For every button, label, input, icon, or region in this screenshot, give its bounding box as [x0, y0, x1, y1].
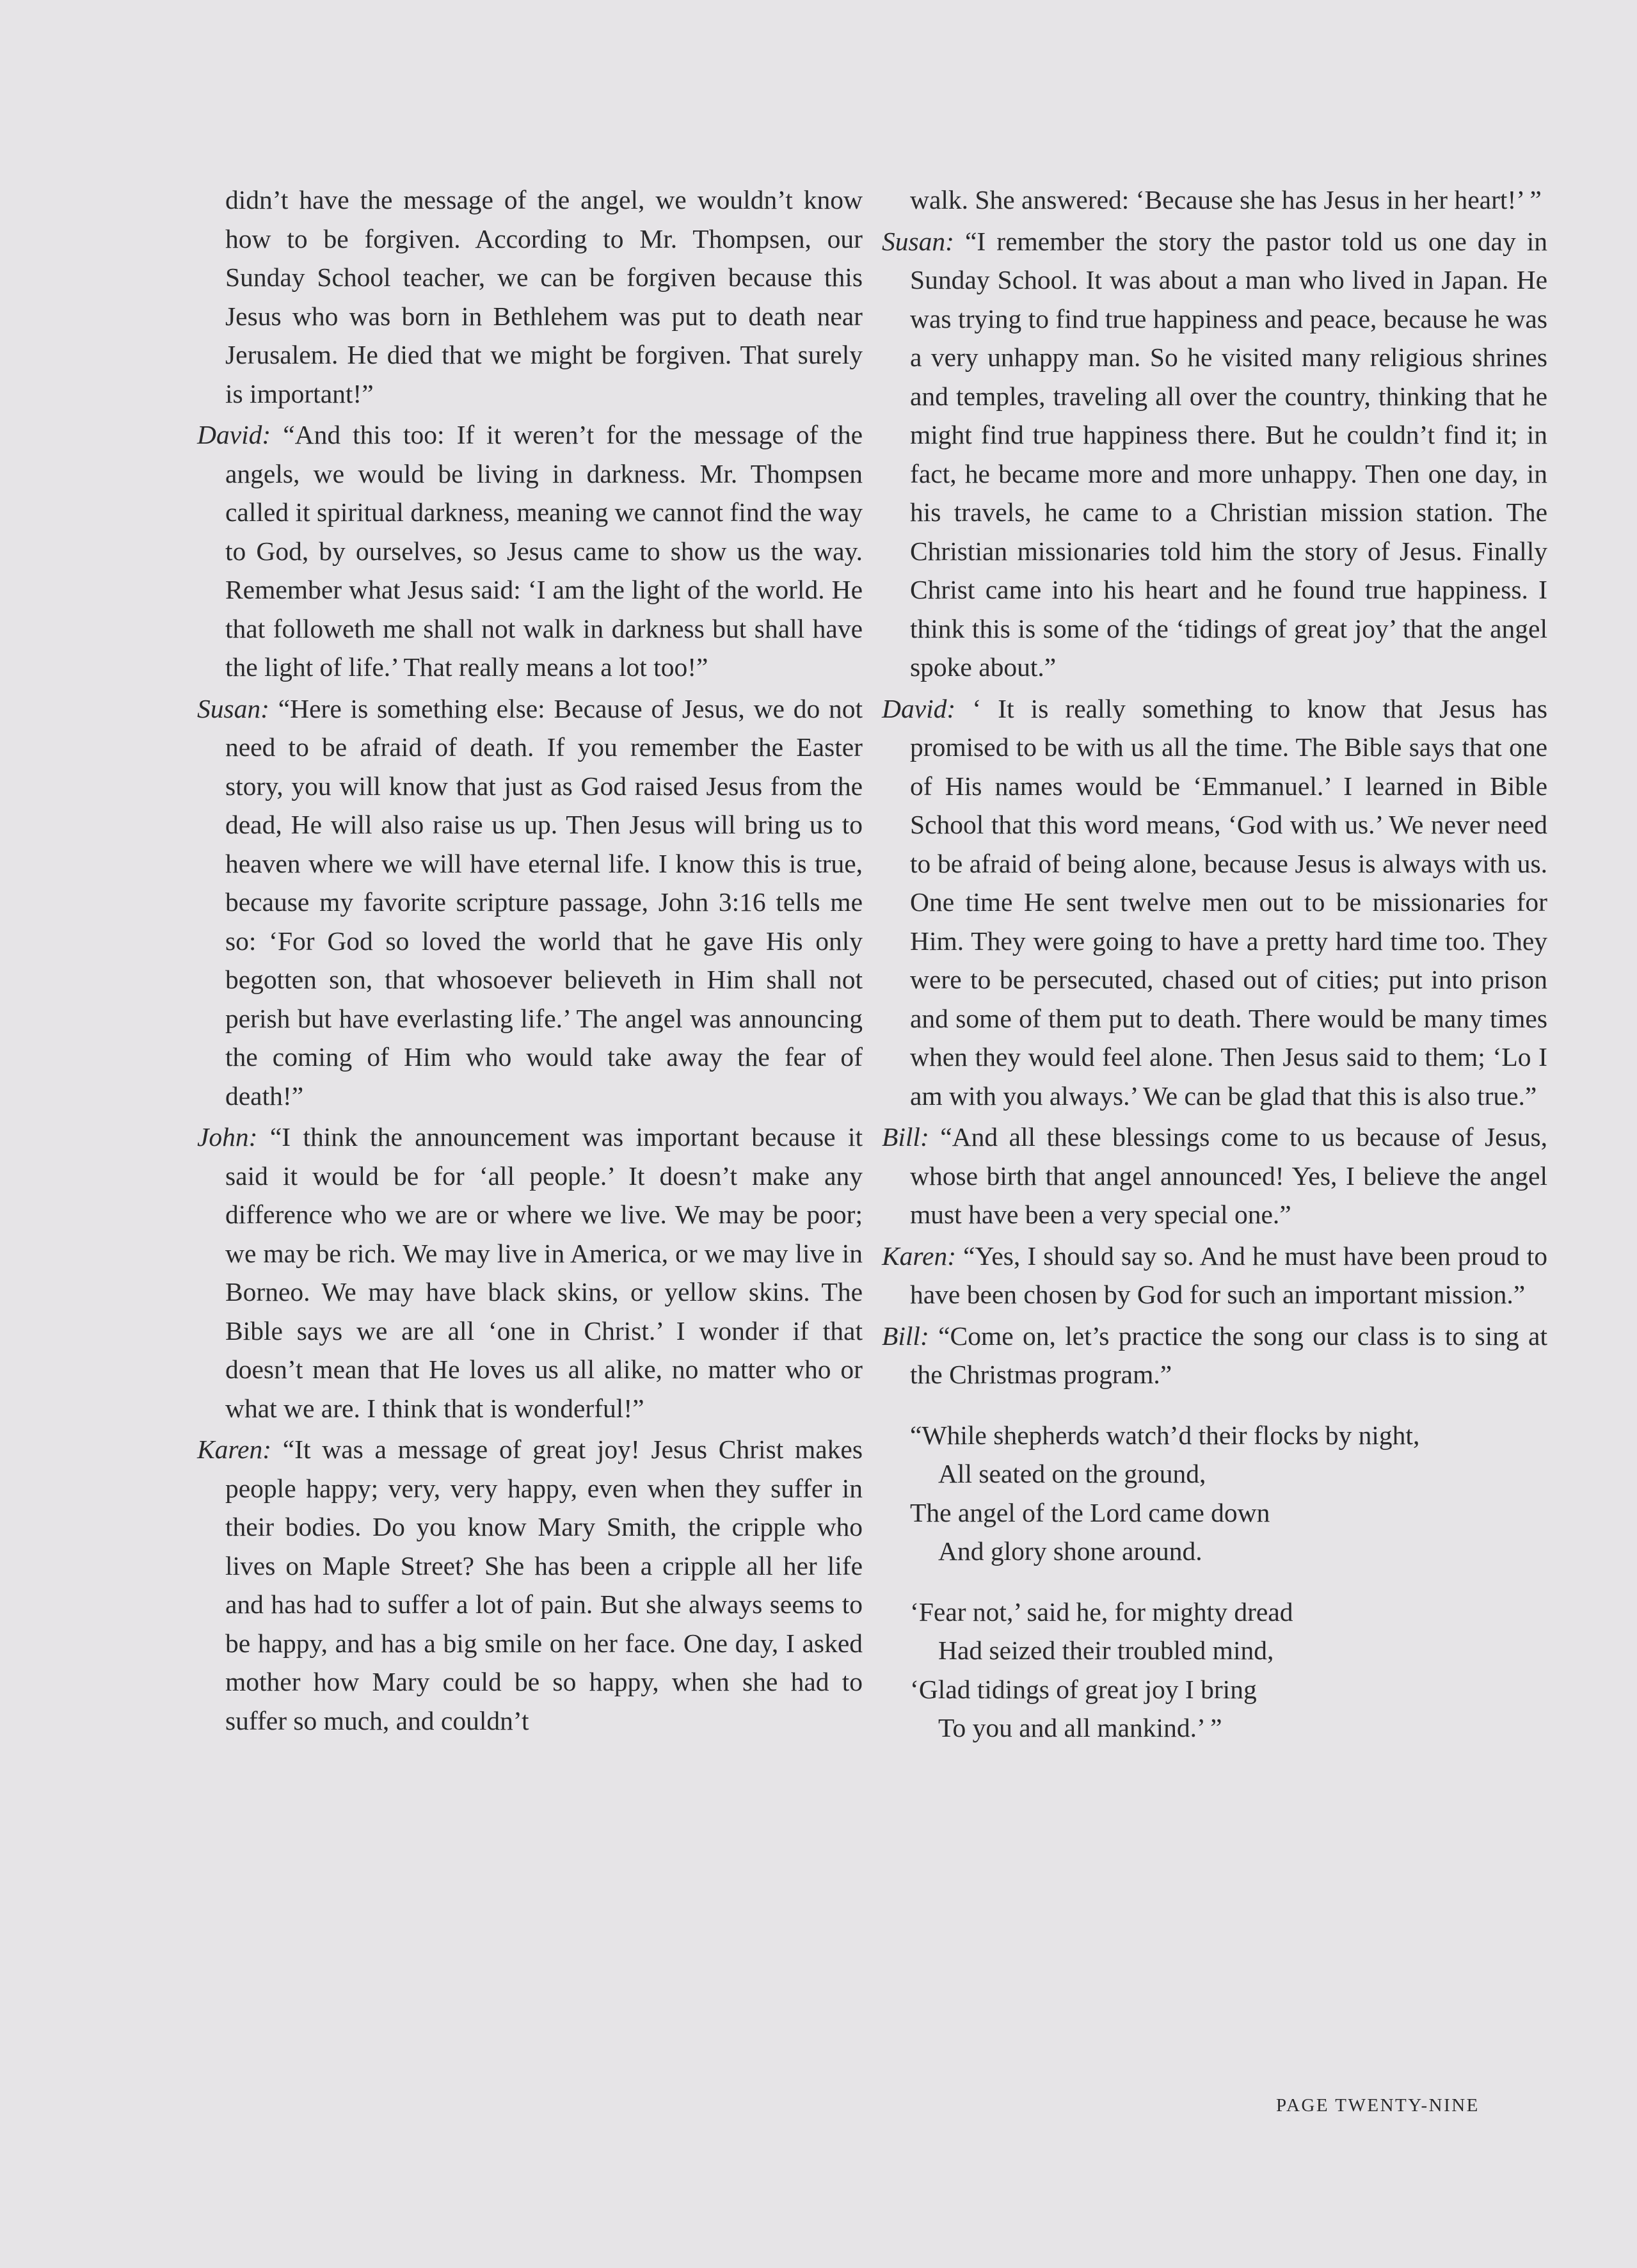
- dialogue-paragraph: [882, 181, 1547, 220]
- dialogue-text: “Yes, I should say so. And he must have been proud to have been chosen by God for such an important mission.”: [910, 1241, 1547, 1309]
- dialogue-paragraph: [882, 222, 1547, 687]
- dialogue-paragraph: [197, 1118, 863, 1428]
- hymn-verse: [910, 1416, 1547, 1748]
- dialogue-text: “It was a message of great joy! Jesus Christ makes people happy; very, very happy, even when they suffer in their bodies. Do you know Mary Smith, the cripple who lives on Maple Street? She has been a cripple all her life and has had to suffer a lot of pain. But she always seems to be happy, and has a big smile on her face. One day, I asked mother how Mary could be so happy, when she had to suffer so much, and couldn’t: [225, 1435, 863, 1735]
- hymn-line: All seated on the ground,: [938, 1459, 1206, 1488]
- dialogue-paragraph: [197, 181, 863, 413]
- dialogue-text: “I think the announcement was important because it said it would be for ‘all people.’ It doesn’t make any difference who we are or where we live. We may be poor; we may be rich. We may live in America, or we may live in Borneo. We may have black skins, or yellow skins. The Bible says we are all ‘one in Christ.’ I wonder if that doesn’t mean that He loves us all alike, no matter who or what we are. I think that is wonderful!”: [225, 1122, 863, 1423]
- dialogue-paragraph: [882, 1317, 1547, 1394]
- dialogue-text: didn’t have the message of the angel, we wouldn’t know how to be forgiven. According to Mr. Thompsen, our Sunday School teacher, we can be forgiven because this Jesus who was born in Bethlehem was put to death near Jerusalem. He died that we might be forgiven. That surely is important!”: [225, 185, 863, 408]
- hymn-stanza: [910, 1416, 1547, 1571]
- dialogue-paragraph: [882, 1118, 1547, 1234]
- speaker-name: Bill:: [882, 1321, 929, 1351]
- left-column: [197, 181, 863, 1742]
- dialogue-paragraph: [197, 689, 863, 1116]
- hymn-line: And glory shone around.: [938, 1536, 1202, 1566]
- speaker-name: Susan:: [197, 693, 269, 723]
- hymn-stanza: [910, 1593, 1547, 1748]
- speaker-name: Bill:: [882, 1122, 929, 1152]
- speaker-name: John:: [197, 1122, 258, 1152]
- hymn-line: ‘Glad tidings of great joy I bring: [910, 1674, 1257, 1704]
- dialogue-text: walk. She answered: ‘Because she has Jesus in her heart!’ ”: [910, 185, 1542, 214]
- speaker-name: David:: [882, 693, 956, 723]
- dialogue-text: “Here is something else: Because of Jesus, we do not need to be afraid of death. If you remember the Easter story, you will know that just as God raised Jesus from the dead, He will also raise us up. Then Jesus will bring us to heaven where we will have eternal life. I know this is true, because my favorite scripture passage, John 3:16 tells me so: ‘For God so loved the world that he gave His only begotten son, that whosoever believeth in Him shall not perish but have everlasting life.’ The angel was announcing the coming of Him who would take away the fear of death!”: [225, 693, 863, 1111]
- hymn-line: The angel of the Lord came down: [910, 1497, 1270, 1527]
- hymn-line: Had seized their troubled mind,: [938, 1636, 1274, 1665]
- speaker-name: Karen:: [197, 1435, 272, 1464]
- dialogue-paragraph: [197, 415, 863, 687]
- hymn-line: ‘Fear not,’ said he, for mighty dread: [910, 1596, 1293, 1627]
- dialogue-text: “And all these blessings come to us because of Jesus, whose birth that angel announced! Yes, I believe the angel must have been a very special one.”: [910, 1122, 1548, 1229]
- speaker-name: Susan:: [882, 226, 954, 256]
- dialogue-text: “Come on, let’s practice the song our class is to sing at the Christmas program.”: [910, 1321, 1548, 1389]
- dialogue-text: “And this too: If it weren’t for the message of the angels, we would be living in darkness. Mr. Thompsen called it spiritual darkness, meaning we cannot find the way to God, by ourselves, so Jesus came to show us the way. Remember what Jesus said: ‘I am the light of the world. He that followeth me shall not walk in darkness but shall have the light of life.’ That really means a lot too!”: [225, 420, 863, 682]
- speaker-name: Karen:: [882, 1241, 957, 1271]
- page-number: PAGE TWENTY-NINE: [1276, 2095, 1480, 2116]
- hymn-line: “While shepherds watch’d their flocks by night,: [910, 1420, 1420, 1450]
- dialogue-text: “I remember the story the pastor told us one day in Sunday School. It was about a man who lived in Japan. He was trying to find true happiness and peace, because he was a very unhappy man. So he visited many religious shrines and temples, traveling all over the country, thinking that he might find true happiness there. But he couldn’t find it; in fact, he became more and more unhappy. Then one day, in his travels, he came to a Christian mission station. The Christian missionaries told him the story of Jesus. Finally Christ came into his heart and he found true happiness. I think this is some of the ‘tidings of great joy’ that the angel spoke about.”: [910, 226, 1547, 682]
- right-column: [882, 181, 1547, 1769]
- hymn-line: To you and all mankind.’ ”: [938, 1713, 1222, 1742]
- dialogue-paragraph: [197, 1430, 863, 1740]
- speaker-name: David:: [197, 420, 271, 449]
- dialogue-text: ‘ It is really something to know that Jesus has promised to be with us all the time. The Bible says that one of His names would be ‘Emmanuel.’ I learned in Bible School that this word means, ‘God with us.’ We never need to be afraid of being alone, because Jesus is always with us. One time He sent twelve men out to be missionaries for Him. They were going to have a pretty hard time too. They were to be persecuted, chased out of cities; put into prison and some of them put to death. There would be many times when they would feel alone. Then Jesus said to them; ‘Lo I am with you always.’ We can be glad that this is also true.”: [910, 693, 1548, 1111]
- dialogue-paragraph: [882, 689, 1547, 1116]
- dialogue-paragraph: [882, 1237, 1547, 1314]
